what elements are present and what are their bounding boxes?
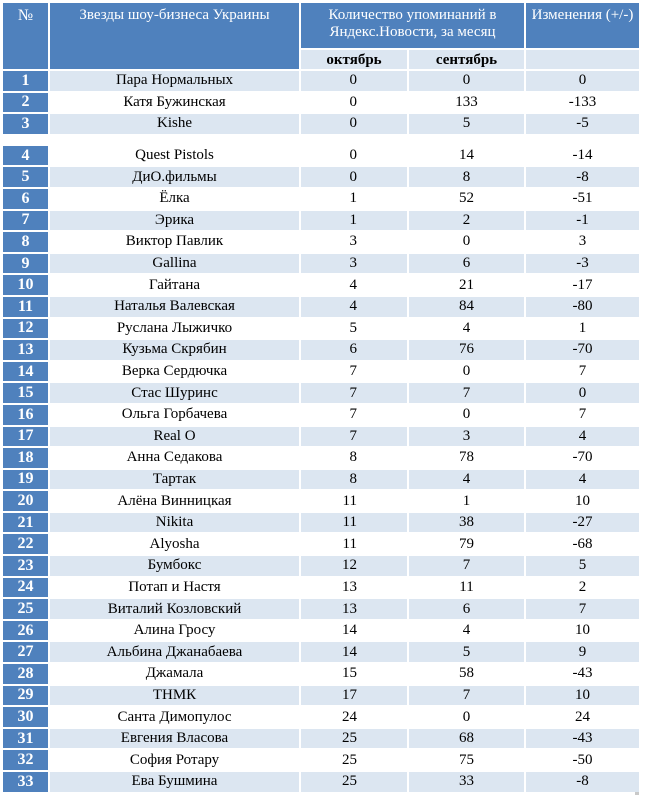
artist-name-cell: Quest Pistols [50, 146, 301, 168]
september-count-cell: 4 [409, 470, 526, 492]
change-cell: 5 [526, 556, 641, 578]
rank-number-cell: 31 [3, 729, 50, 751]
rank-number-cell: 8 [3, 232, 50, 254]
rank-number-cell: 19 [3, 470, 50, 492]
october-count-cell: 11 [301, 513, 409, 535]
rank-number-cell: 18 [3, 448, 50, 470]
october-count-cell: 11 [301, 491, 409, 513]
change-cell: -70 [526, 448, 641, 470]
october-count-cell: 7 [301, 383, 409, 405]
change-cell: 0 [526, 71, 641, 93]
table-row [3, 686, 641, 708]
september-count-cell: 4 [409, 319, 526, 341]
october-count-cell: 0 [301, 71, 409, 93]
september-count-cell: 133 [409, 93, 526, 115]
table-row [3, 707, 641, 729]
artist-name-cell: Альбина Джанабаева [50, 642, 301, 664]
table-row [3, 599, 641, 621]
change-cell: -43 [526, 664, 641, 686]
october-count-cell: 6 [301, 340, 409, 362]
october-count-cell: 1 [301, 211, 409, 233]
artist-name-cell: Real O [50, 427, 301, 449]
table-row [3, 729, 641, 751]
rank-number-cell: 20 [3, 491, 50, 513]
rank-number-cell: 14 [3, 362, 50, 384]
october-count-cell: 7 [301, 405, 409, 427]
october-count-cell: 25 [301, 750, 409, 772]
artist-name-cell: Эрика [50, 211, 301, 233]
october-count-cell: 3 [301, 254, 409, 276]
header-change: Изменения (+/-) [526, 3, 641, 50]
september-count-cell: 79 [409, 534, 526, 556]
october-count-cell: 5 [301, 319, 409, 341]
october-count-cell: 11 [301, 534, 409, 556]
artist-name-cell: Ёлка [50, 189, 301, 211]
rank-number-cell: 24 [3, 578, 50, 600]
september-count-cell: 58 [409, 664, 526, 686]
september-count-cell: 68 [409, 729, 526, 751]
rank-number-cell: 3 [3, 114, 50, 136]
change-cell: -68 [526, 534, 641, 556]
artist-name-cell: Алёна Винницкая [50, 491, 301, 513]
table-row [3, 93, 641, 115]
change-cell: 9 [526, 642, 641, 664]
change-cell: 1 [526, 319, 641, 341]
change-cell: 4 [526, 427, 641, 449]
rank-number-cell: 33 [3, 772, 50, 794]
september-count-cell: 0 [409, 362, 526, 384]
september-count-cell: 0 [409, 707, 526, 729]
artist-name-cell: Пара Нормальных [50, 71, 301, 93]
september-count-cell: 5 [409, 114, 526, 136]
october-count-cell: 4 [301, 275, 409, 297]
october-count-cell: 14 [301, 642, 409, 664]
change-cell: -14 [526, 146, 641, 168]
table-row [3, 448, 641, 470]
artist-name-cell: Алина Гросу [50, 621, 301, 643]
artist-name-cell: Катя Бужинская [50, 93, 301, 115]
table-row [3, 470, 641, 492]
october-count-cell: 15 [301, 664, 409, 686]
artist-name-cell: Верка Сердючка [50, 362, 301, 384]
september-count-cell: 6 [409, 599, 526, 621]
artist-name-cell: Джамала [50, 664, 301, 686]
rank-number-cell: 26 [3, 621, 50, 643]
artist-name-cell: Ева Бушмина [50, 772, 301, 794]
september-count-cell: 33 [409, 772, 526, 794]
ranking-table [3, 3, 641, 794]
september-count-cell: 3 [409, 427, 526, 449]
change-cell: 3 [526, 232, 641, 254]
change-cell: 7 [526, 362, 641, 384]
september-count-cell: 38 [409, 513, 526, 535]
table-row [3, 750, 641, 772]
october-count-cell: 14 [301, 621, 409, 643]
october-count-cell: 0 [301, 167, 409, 189]
october-count-cell: 25 [301, 729, 409, 751]
september-count-cell: 2 [409, 211, 526, 233]
rank-number-cell: 27 [3, 642, 50, 664]
change-cell: -3 [526, 254, 641, 276]
artist-name-cell: Евгения Власова [50, 729, 301, 751]
table-row [3, 534, 641, 556]
change-cell: 7 [526, 405, 641, 427]
september-count-cell: 0 [409, 71, 526, 93]
october-count-cell: 1 [301, 189, 409, 211]
change-cell: -8 [526, 167, 641, 189]
september-count-cell: 6 [409, 254, 526, 276]
rank-number-cell: 28 [3, 664, 50, 686]
table-row [3, 362, 641, 384]
september-count-cell: 8 [409, 167, 526, 189]
change-cell: -1 [526, 211, 641, 233]
header-name: Звезды шоу-бизнеса Украины [50, 3, 301, 71]
table-row [3, 189, 641, 211]
change-cell: -17 [526, 275, 641, 297]
october-count-cell: 13 [301, 578, 409, 600]
september-count-cell: 78 [409, 448, 526, 470]
artist-name-cell: Ольга Горбачева [50, 405, 301, 427]
october-count-cell: 8 [301, 470, 409, 492]
rank-number-cell: 9 [3, 254, 50, 276]
artist-name-cell: Бумбокс [50, 556, 301, 578]
change-cell: 24 [526, 707, 641, 729]
september-count-cell: 14 [409, 146, 526, 168]
rank-number-cell: 11 [3, 297, 50, 319]
rank-number-cell: 10 [3, 275, 50, 297]
october-count-cell: 24 [301, 707, 409, 729]
rank-number-cell: 1 [3, 71, 50, 93]
change-cell: 7 [526, 599, 641, 621]
september-count-cell: 76 [409, 340, 526, 362]
rank-number-cell: 7 [3, 211, 50, 233]
artist-name-cell: Виктор Павлик [50, 232, 301, 254]
table-row [3, 405, 641, 427]
change-cell: 10 [526, 686, 641, 708]
october-count-cell: 0 [301, 146, 409, 168]
artist-name-cell: Гайтана [50, 275, 301, 297]
artist-name-cell: Анна Седакова [50, 448, 301, 470]
artist-name-cell: Стас Шуринс [50, 383, 301, 405]
september-count-cell: 75 [409, 750, 526, 772]
change-cell: -70 [526, 340, 641, 362]
change-cell: 4 [526, 470, 641, 492]
change-cell: 0 [526, 383, 641, 405]
rank-number-cell: 17 [3, 427, 50, 449]
artist-name-cell: София Ротару [50, 750, 301, 772]
header-mentions: Количество упоминаний в Яндекс.Новости, за месяц [301, 3, 526, 50]
artist-name-cell: Санта Димопулос [50, 707, 301, 729]
table-row [3, 491, 641, 513]
october-count-cell: 4 [301, 297, 409, 319]
artist-name-cell: ТНМК [50, 686, 301, 708]
september-count-cell: 5 [409, 642, 526, 664]
october-count-cell: 0 [301, 114, 409, 136]
rank-number-cell: 4 [3, 146, 50, 168]
rank-number-cell: 29 [3, 686, 50, 708]
change-cell: 10 [526, 621, 641, 643]
artist-name-cell: Наталья Валевская [50, 297, 301, 319]
table-row [3, 556, 641, 578]
table-row [3, 383, 641, 405]
table-row [3, 319, 641, 341]
october-count-cell: 7 [301, 427, 409, 449]
change-cell: 10 [526, 491, 641, 513]
table-row [3, 427, 641, 449]
september-count-cell: 52 [409, 189, 526, 211]
table-row [3, 297, 641, 319]
october-count-cell: 0 [301, 93, 409, 115]
artist-name-cell: ДиО.фильмы [50, 167, 301, 189]
rank-number-cell: 21 [3, 513, 50, 535]
september-count-cell: 7 [409, 383, 526, 405]
artist-name-cell: Gallina [50, 254, 301, 276]
artist-name-cell: Alyosha [50, 534, 301, 556]
table-row [3, 146, 641, 168]
table-row [3, 232, 641, 254]
september-count-cell: 0 [409, 232, 526, 254]
october-count-cell: 8 [301, 448, 409, 470]
artist-name-cell: Потап и Настя [50, 578, 301, 600]
ranking-table-container [3, 3, 641, 794]
table-row [3, 621, 641, 643]
corner-mark [635, 792, 639, 795]
artist-name-cell: Виталий Козловский [50, 599, 301, 621]
september-count-cell: 0 [409, 405, 526, 427]
september-count-cell: 21 [409, 275, 526, 297]
header-number: № [3, 3, 50, 71]
table-row [3, 772, 641, 794]
september-count-cell: 7 [409, 556, 526, 578]
change-cell: -43 [526, 729, 641, 751]
table-header [3, 3, 641, 71]
change-cell: -51 [526, 189, 641, 211]
change-cell: -27 [526, 513, 641, 535]
table-row [3, 642, 641, 664]
artist-name-cell: Nikita [50, 513, 301, 535]
change-cell: 2 [526, 578, 641, 600]
artist-name-cell: Кузьма Скрябин [50, 340, 301, 362]
table-row [3, 275, 641, 297]
change-cell: -5 [526, 114, 641, 136]
table-row [3, 71, 641, 93]
rank-number-cell: 5 [3, 167, 50, 189]
october-count-cell: 17 [301, 686, 409, 708]
header-september: сентябрь [409, 50, 526, 71]
table-body [3, 71, 641, 794]
table-row [3, 513, 641, 535]
rank-number-cell: 6 [3, 189, 50, 211]
group-separator-cell [3, 136, 641, 146]
table-row [3, 114, 641, 136]
table-row [3, 211, 641, 233]
artist-name-cell: Тартак [50, 470, 301, 492]
rank-number-cell: 30 [3, 707, 50, 729]
group-separator [3, 136, 641, 146]
september-count-cell: 4 [409, 621, 526, 643]
rank-number-cell: 16 [3, 405, 50, 427]
rank-number-cell: 22 [3, 534, 50, 556]
table-row [3, 664, 641, 686]
rank-number-cell: 12 [3, 319, 50, 341]
table-row [3, 167, 641, 189]
header-change-blank [526, 50, 641, 71]
october-count-cell: 25 [301, 772, 409, 794]
rank-number-cell: 25 [3, 599, 50, 621]
table-row [3, 578, 641, 600]
change-cell: -80 [526, 297, 641, 319]
rank-number-cell: 32 [3, 750, 50, 772]
artist-name-cell: Kishe [50, 114, 301, 136]
header-october: октябрь [301, 50, 409, 71]
october-count-cell: 12 [301, 556, 409, 578]
september-count-cell: 7 [409, 686, 526, 708]
table-row [3, 340, 641, 362]
rank-number-cell: 15 [3, 383, 50, 405]
rank-number-cell: 2 [3, 93, 50, 115]
october-count-cell: 7 [301, 362, 409, 384]
rank-number-cell: 23 [3, 556, 50, 578]
october-count-cell: 3 [301, 232, 409, 254]
september-count-cell: 84 [409, 297, 526, 319]
rank-number-cell: 13 [3, 340, 50, 362]
october-count-cell: 13 [301, 599, 409, 621]
change-cell: -133 [526, 93, 641, 115]
artist-name-cell: Руслана Лыжичко [50, 319, 301, 341]
september-count-cell: 1 [409, 491, 526, 513]
change-cell: -50 [526, 750, 641, 772]
table-row [3, 254, 641, 276]
september-count-cell: 11 [409, 578, 526, 600]
change-cell: -8 [526, 772, 641, 794]
